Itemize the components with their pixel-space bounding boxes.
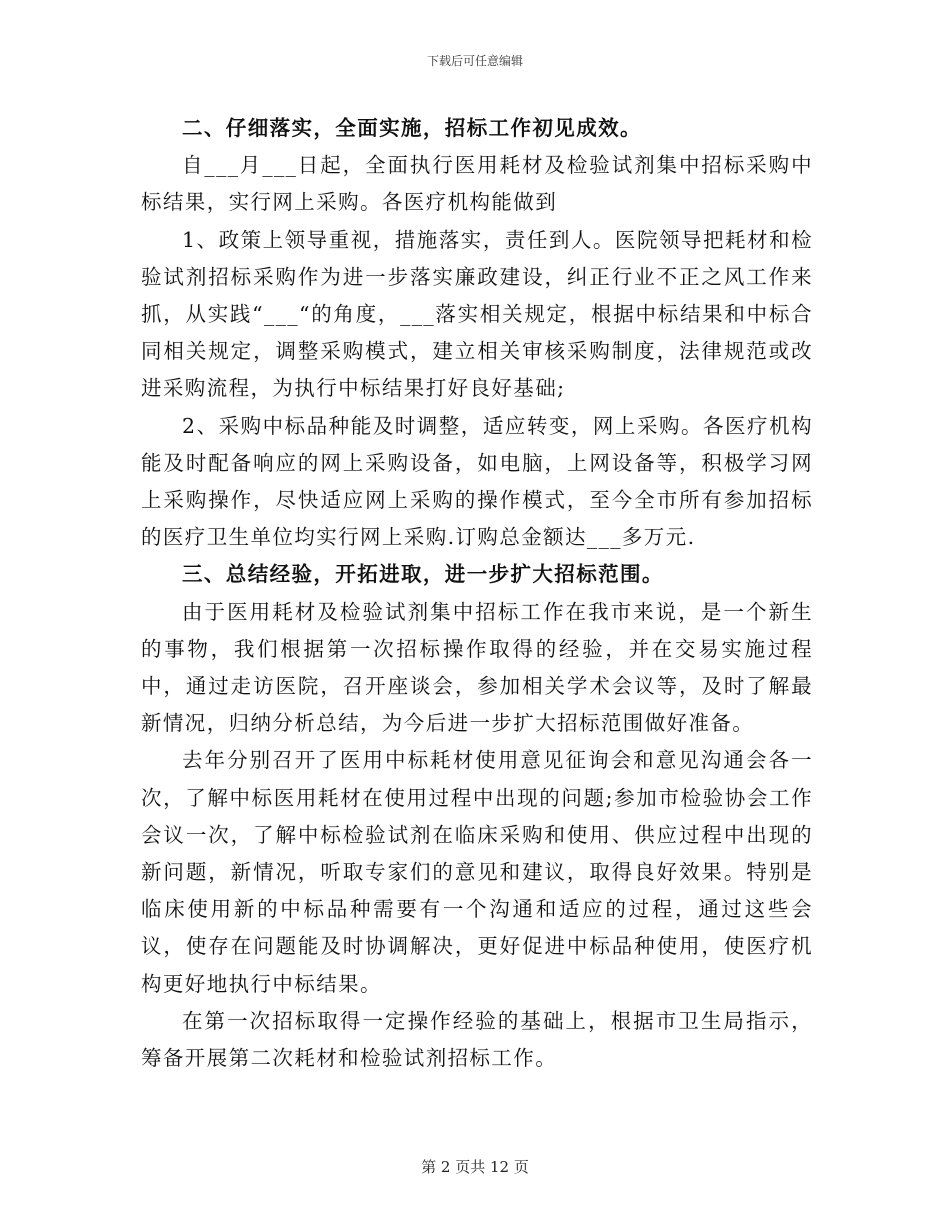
body-paragraph-item-1: 1、政策上领导重视，措施落实，责任到人。医院领导把耗材和检验试剂招标采购作为进一步落实廉政建设，纠正行业不正之风工作来抓，从实践“___“的角度，___落实相关规定，根据中标结果和中标合同相关规定，调整采购模式，建立相关审核采购制度，法律规范或改进采购流程，为执行中标结果打好良好基础; xyxy=(141,227,813,401)
body-paragraph: 由于医用耗材及检验试剂集中招标工作在我市来说，是一个新生的事物，我们根据第一次招标操作取得的经验，并在交易实施过程中，通过走访医院，召开座谈会，参加相关学术会议等，及时了解最新情况，归纳分析总结，为今后进一步扩大招标范围做好准备。 xyxy=(141,599,813,736)
body-paragraph: 自___月___日起，全面执行医用耗材及检验试剂集中招标采购中标结果，实行网上采购。各医疗机构能做到 xyxy=(141,153,813,215)
document-body xyxy=(141,110,813,1077)
page-number-footer: 第 2 页共 12 页 xyxy=(421,1158,529,1176)
body-paragraph: 在第一次招标取得一定操作经验的基础上，根据市卫生局指示，筹备开展第二次耗材和检验试剂招标工作。 xyxy=(141,1008,813,1071)
body-paragraph: 去年分别召开了医用中标耗材使用意见征询会和意见沟通会各一次，了解中标医用耗材在使用过程中出现的问题;参加市检验协会工作会议一次，了解中标检验试剂在临床采购和使用、供应过程中出现的新问题，新情况，听取专家们的意见和建议，取得良好效果。特别是临床使用新的中标品种需要有一个沟通和适应的过程，通过这些会议，使存在问题能及时协调解决，更好促进中标品种使用，使医疗机构更好地执行中标结果。 xyxy=(141,748,813,996)
section-heading-3: 三、总结经验，开拓进取，进一步扩大招标范围。 xyxy=(182,562,664,587)
body-paragraph-item-2: 2、采购中标品种能及时调整，适应转变，网上采购。各医疗机构能及时配备响应的网上采购设备，如电脑，上网设备等，积极学习网上采购操作，尽快适应网上采购的操作模式，至今全市所有参加招标的医疗卫生单位均实行网上采购.订购总金额达___多万元. xyxy=(141,413,813,550)
page-header-note: 下载后可任意编辑 xyxy=(426,54,523,68)
section-heading-2: 二、仔细落实，全面实施，招标工作初见成效。 xyxy=(182,116,642,140)
